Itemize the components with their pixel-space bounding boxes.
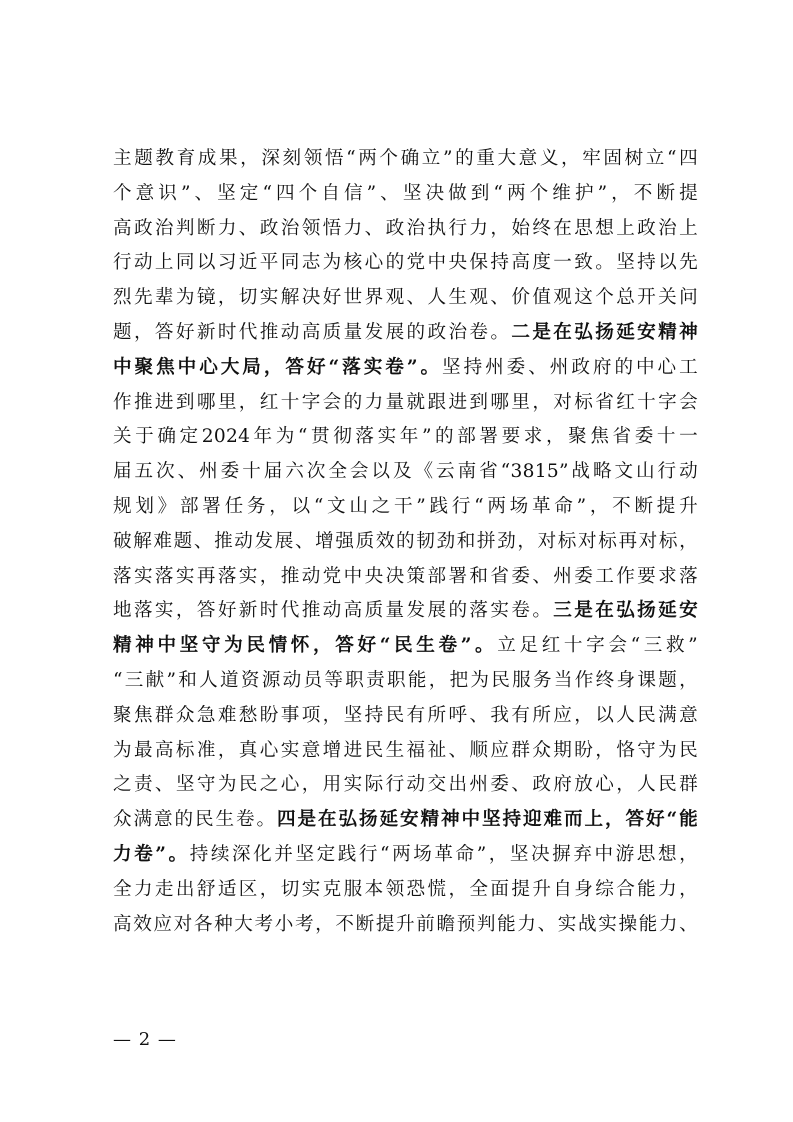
text-segment: 烈先辈为镜，切实解决好世界观、人生观、价值观这个总开关问 [113,287,698,309]
text-line [113,838,698,873]
bold-text-segment: 三是在弘扬延安 [553,600,698,622]
text-line [113,281,698,316]
text-segment: 题，答好新时代推动高质量发展的政治卷。 [113,321,512,343]
text-line [113,142,698,177]
text-segment: 高效应对各种大考小考，不断提升前瞻预判能力、实战实操能力、 [113,913,698,935]
text-line [113,386,698,421]
text-line [113,699,698,734]
text-line [113,351,698,386]
text-segment: 落实落实再落实，推动党中央决策部署和省委、州委工作要求落 [113,565,698,587]
text-segment: “三献”和人道资源动员等职责职能，把为民服务当作终身课题， [113,669,698,691]
text-line [113,629,698,664]
text-line [113,664,698,699]
text-line [113,212,698,247]
bold-text-segment: 四是在弘扬延安精神中坚持迎难而上，答好“能 [277,809,698,831]
text-segment: 关于确定2024年为“贯彻落实年”的部署要求，聚焦省委十一 [113,426,698,448]
page-number: — 2 — [113,1029,177,1050]
document-body [113,142,698,942]
bold-text-segment: 精神中坚守为民情怀，答好“民生卷”。 [113,635,498,657]
text-line [113,316,698,351]
text-segment: 个意识”、坚定“四个自信”、坚决做到“两个维护”，不断提 [113,182,698,204]
text-segment: 主题教育成果，深刻领悟“两个确立”的重大意义，牢固树立“四 [113,148,698,169]
text-line [113,525,698,560]
text-segment: 破解难题、推动发展、增强质效的韧劲和拼劲，对标对标再对标， [113,530,698,552]
text-line [113,560,698,595]
text-line [113,455,698,490]
bold-text-segment: 二是在弘扬延安精神 [511,321,698,343]
text-segment: 立足红十字会“三救” [497,635,698,657]
text-line [113,420,698,455]
text-line [113,873,698,908]
text-segment: 持续深化并坚定践行“两场革命”，坚决摒弃中游思想， [189,843,698,865]
text-line [113,246,698,281]
text-line [113,768,698,803]
text-segment: 规划》部署任务，以“文山之干”践行“两场革命”，不断提升 [113,495,698,517]
text-line [113,490,698,525]
text-line [113,908,698,943]
text-segment: 聚焦群众急难愁盼事项，坚持民有所呼、我有所应，以人民满意 [113,704,698,726]
bold-text-segment: 力卷”。 [113,843,190,865]
text-segment: 地落实，答好新时代推动高质量发展的落实卷。 [113,600,554,622]
text-line [113,734,698,769]
text-segment: 高政治判断力、政治领悟力、政治执行力，始终在思想上政治上 [113,217,698,239]
text-segment: 众满意的民生卷。 [113,809,277,831]
text-segment: 行动上同以习近平同志为核心的党中央保持高度一致。坚持以先 [113,252,698,274]
bold-text-segment: 中聚焦中心大局，答好“落实卷”。 [113,356,443,378]
text-segment: 之责、坚守为民之心，用实际行动交出州委、政府放心，人民群 [113,774,698,796]
text-line [113,177,698,212]
text-segment: 作推进到哪里，红十字会的力量就跟进到哪里，对标省红十字会 [113,391,698,413]
text-line [113,594,698,629]
text-segment: 为最高标准，真心实意增进民生福祉、顺应群众期盼，恪守为民 [113,739,698,761]
text-segment: 坚持州委、州政府的中心工 [442,356,698,378]
text-segment: 届五次、州委十届六次全会以及《云南省“3815”战略文山行动 [113,461,698,483]
text-line [113,803,698,838]
text-segment: 全力走出舒适区，切实克服本领恐慌，全面提升自身综合能力， [113,878,698,900]
